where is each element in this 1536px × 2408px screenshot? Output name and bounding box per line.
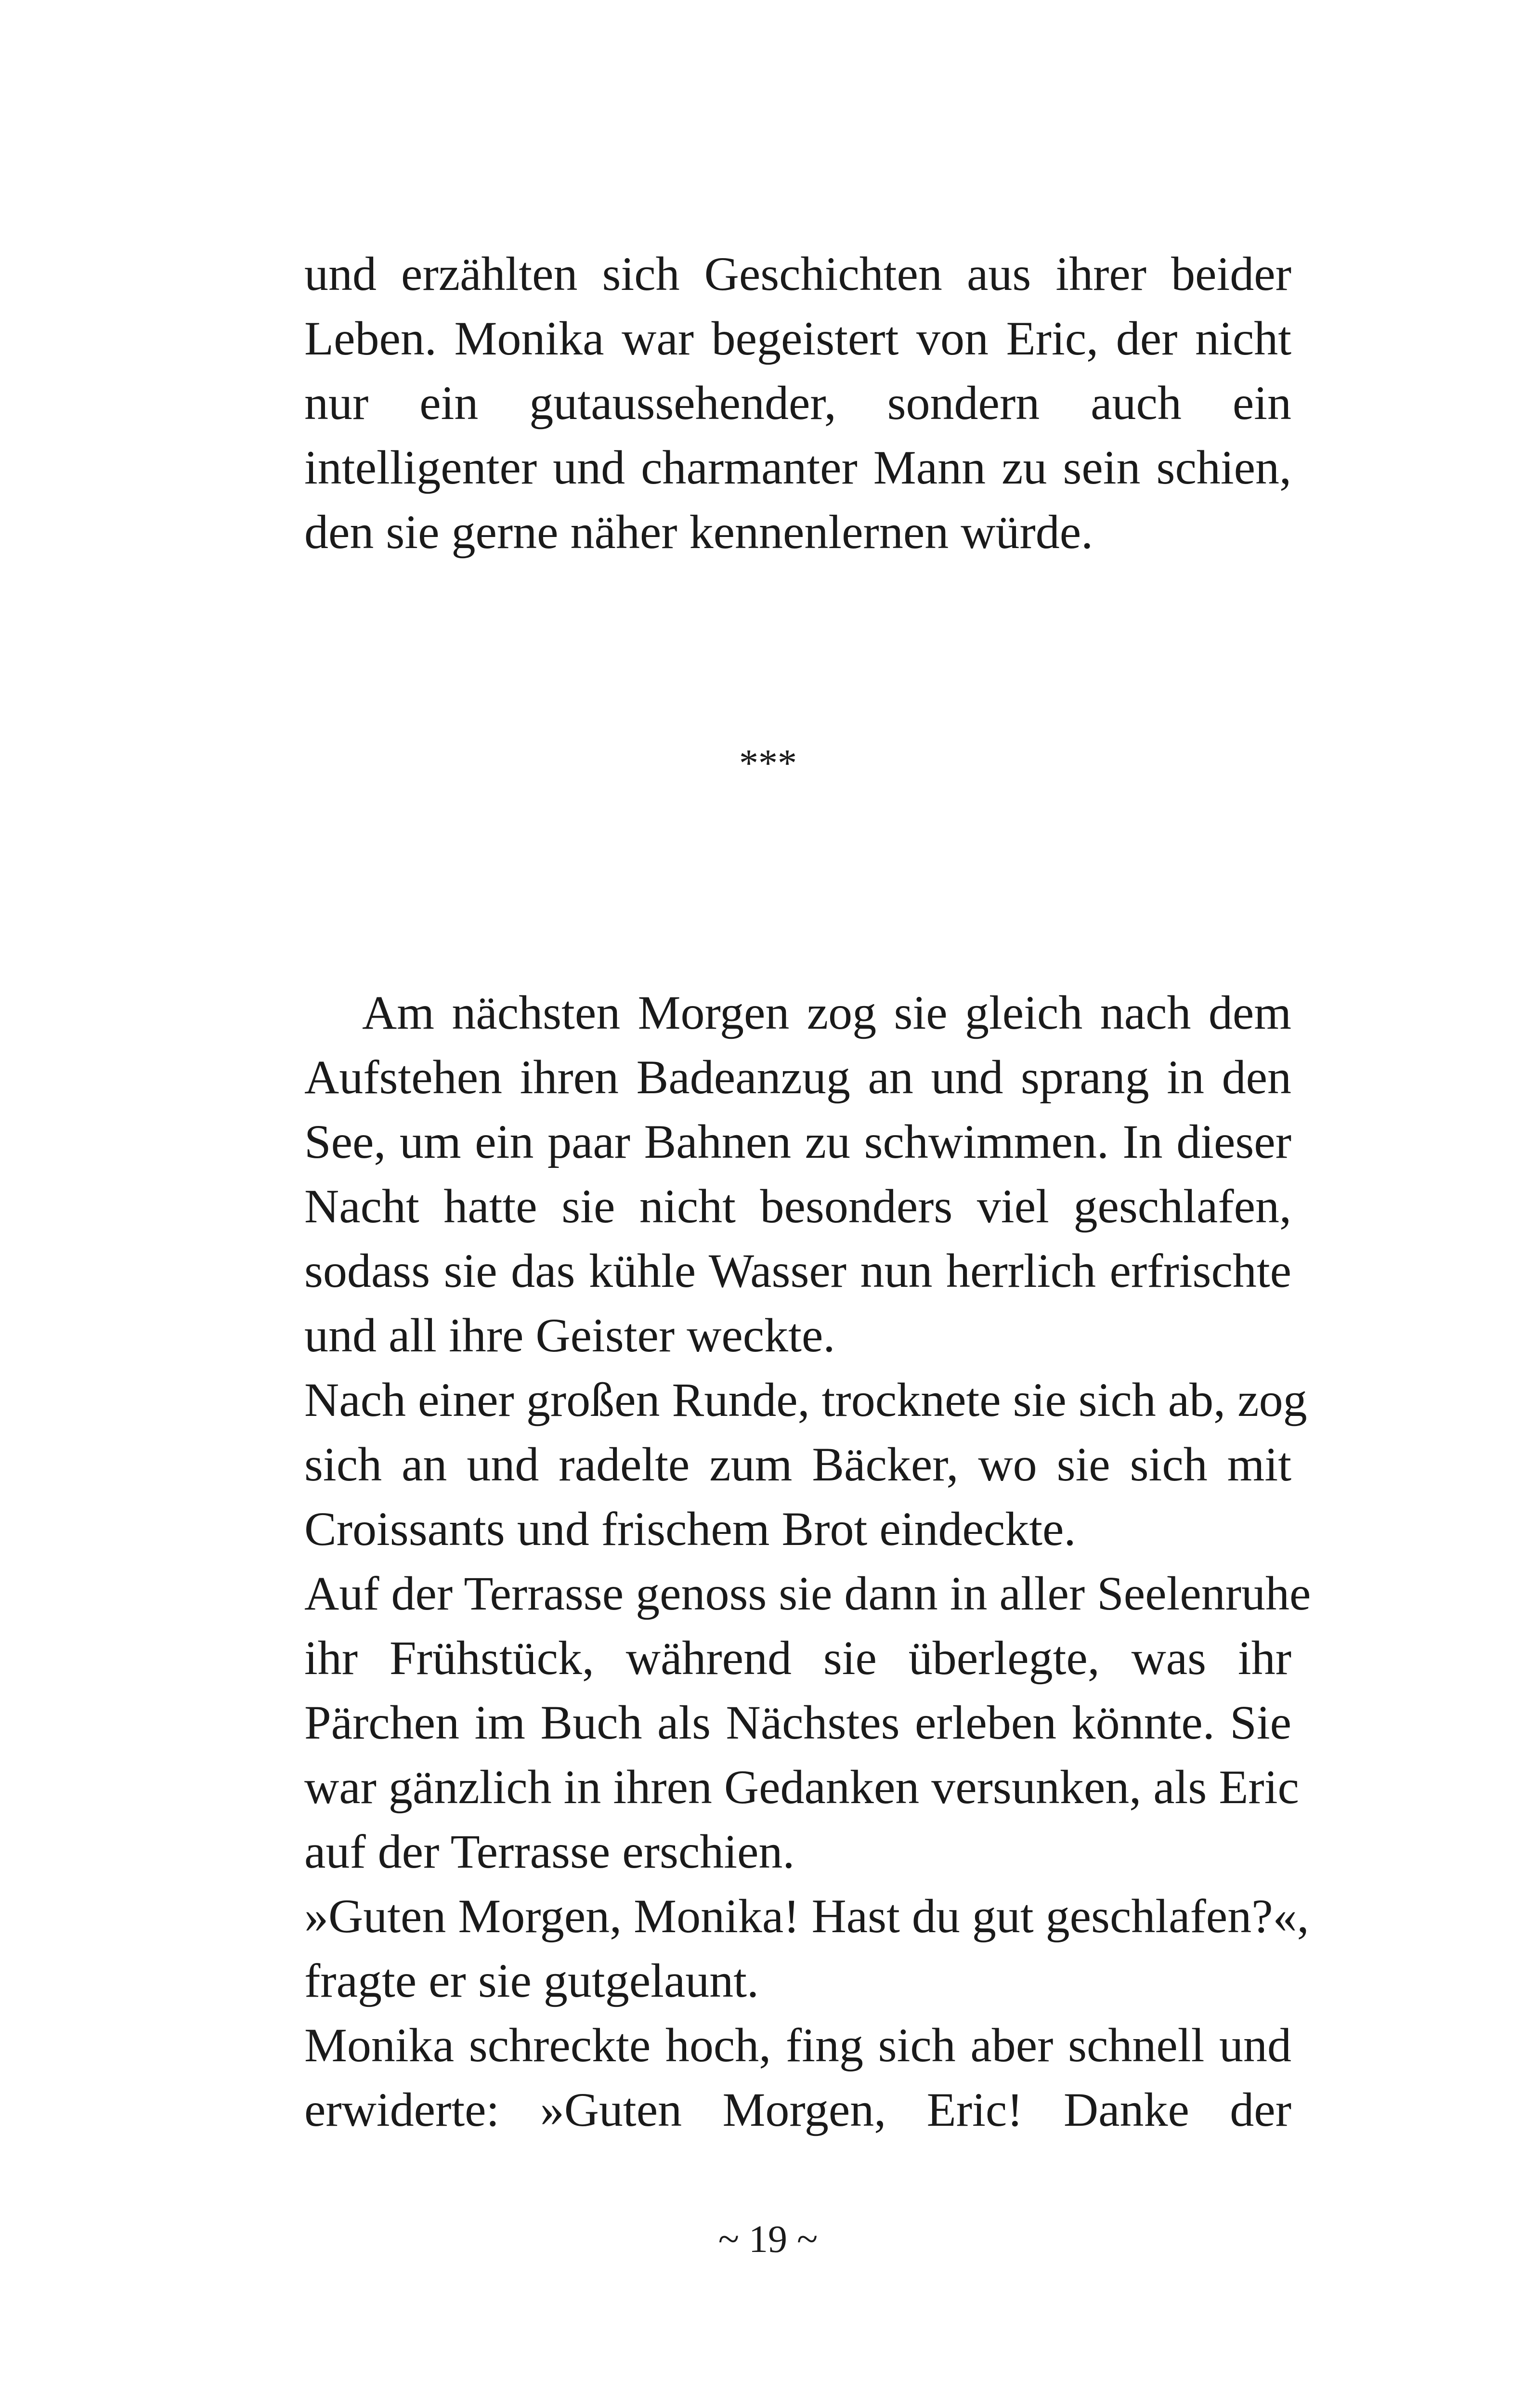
text-line: war gänzlich in ihren Gedanken versunken, als Eric [304,1760,1299,1814]
text-line: Croissants und frischem Brot eindeckte. [304,1502,1076,1556]
text-line: Auf der Terrasse genoss sie dann in aller Seelenruhe [304,1567,1311,1620]
text-line: und erzählten sich Geschichten aus ihrer beider [304,247,1291,301]
text-line: Aufstehen ihren Badeanzug an und sprang in den [304,1050,1291,1104]
text-line: fragte er sie gutgelaunt. [304,1954,759,2007]
text-line: auf der Terrasse erschien. [304,1825,795,1878]
text-line: Nacht hatte sie nicht besonders viel geschlafen, [304,1179,1291,1233]
text-line: und all ihre Geister weckte. [304,1309,835,1362]
paragraph-continuation [304,242,1291,564]
text-line: sodass sie das kühle Wasser nun herrlich erfrischte [304,1244,1291,1297]
text-line: den sie gerne näher kennenlernen würde. [304,505,1093,559]
text-line: Nach einer großen Runde, trocknete sie sich ab, zog [304,1373,1307,1426]
text-line: Leben. Monika war begeistert von Eric, der nicht [304,312,1291,365]
text-line: »Guten Morgen, Monika! Hast du gut geschlafen?«, [304,1889,1309,1943]
section-separator: *** [739,742,797,785]
text-line: sich an und radelte zum Bäcker, wo sie sich mit [304,1438,1291,1491]
page-number: ~ 19 ~ [718,2218,818,2261]
text-line: intelligenter und charmanter Mann zu sein schien, [304,441,1291,494]
paragraph-main [304,981,1311,2142]
text-line: Pärchen im Buch als Nächstes erleben könnte. Sie [304,1696,1291,1749]
text-line: Monika schreckte hoch, fing sich aber schnell und [304,2018,1291,2072]
text-line: Am nächsten Morgen zog sie gleich nach dem [362,986,1291,1039]
text-line: erwiderte: »Guten Morgen, Eric! Danke der [304,2083,1291,2136]
text-line: ihr Frühstück, während sie überlegte, was ihr [304,1631,1291,1685]
text-line: See, um ein paar Bahnen zu schwimmen. In dieser [304,1115,1291,1168]
text-line: nur ein gutaussehender, sondern auch ein [304,376,1291,430]
